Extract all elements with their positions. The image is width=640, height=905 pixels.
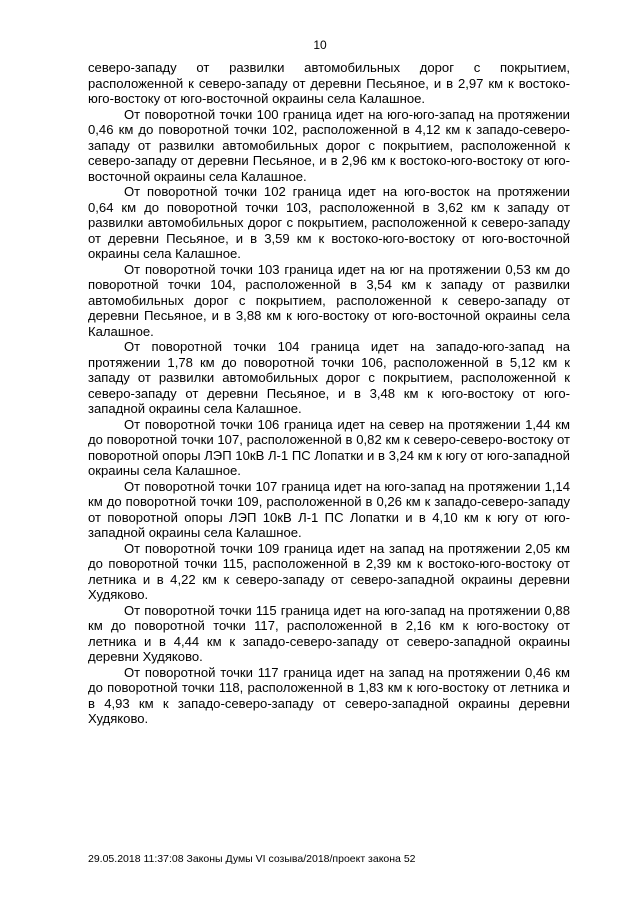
paragraph-point-106: От поворотной точки 106 граница идет на север на протяжении 1,44 км до поворотной точки 107, расположенной в 0,82 км к северо-северо-востоку от поворотной опоры ЛЭП 10кВ Л-1 ПС Лопатки и в 3,24 км к югу от юго-западной окраины села Калашное.: [88, 416, 570, 478]
paragraph-continuation: северо-западу от развилки автомобильных дорог с покрытием, расположенной к северо-западу от деревни Песьяное, и в 2,97 км к востоко-юго-востоку от юго-восточной окраины села Калашное.: [88, 60, 570, 106]
paragraph-point-107: От поворотной точки 107 граница идет на юго-запад на протяжении 1,14 км до поворотной точки 109, расположенной в 0,26 км к западо-северо-западу от поворотной опоры ЛЭП 10кВ Л-1 ПС Лопатки и в 4,10 км к югу от юго-западной окраины села Калашное.: [88, 478, 570, 540]
paragraph-point-104: От поворотной точки 104 граница идет на западо-юго-запад на протяжении 1,78 км до поворотной точки 106, расположенной в 5,12 км к западу от развилки автомобильных дорог с покрытием, расположенной к северо-западу от деревни Песьяное, и в 3,48 км к юго-востоку от юго-западной окраины села Калашное.: [88, 339, 570, 416]
document-body: [88, 60, 570, 727]
page-number: 10: [313, 38, 327, 52]
paragraph-point-100: От поворотной точки 100 граница идет на юго-юго-запад на протяжении 0,46 км до поворотной точки 102, расположенной в 4,12 км к западо-северо-западу от развилки автомобильных дорог с покрытием, расположенной к северо-западу от деревни Песьяное, и в 2,96 км к востоко-юго-востоку от юго-восточной окраины села Калашное.: [88, 106, 570, 184]
paragraph-point-102: От поворотной точки 102 граница идет на юго-восток на протяжении 0,64 км до поворотной точки 103, расположенной в 3,62 км к западу от развилки автомобильных дорог с покрытием, расположенной к северо-западу от деревни Песьяное, и в 3,59 км к востоко-юго-востоку от юго-восточной окраины села Калашное.: [88, 184, 570, 261]
paragraph-point-109: От поворотной точки 109 граница идет на запад на протяжении 2,05 км до поворотной точки 115, расположенной в 2,39 км к востоко-юго-востоку от летника и в 4,22 км к северо-западу от северо-западной окраины деревни Худяково.: [88, 540, 570, 602]
paragraph-point-103: От поворотной точки 103 граница идет на юг на протяжении 0,53 км до поворотной точки 104, расположенной в 3,54 км к западу от развилки автомобильных дорог с покрытием, расположенной к северо-западу от деревни Песьяное, и в 3,88 км к юго-востоку от юго-восточной окраины села Калашное.: [88, 261, 570, 339]
document-footer: 29.05.2018 11:37:08 Законы Думы VI созыва/2018/проект закона 52: [88, 853, 416, 865]
paragraph-point-117: От поворотной точки 117 граница идет на запад на протяжении 0,46 км до поворотной точки 118, расположенной в 1,83 км к юго-востоку от летника и в 4,93 км к западо-северо-западу от северо-западной окраины деревни Худяково.: [88, 664, 570, 726]
paragraph-point-115: От поворотной точки 115 граница идет на юго-запад на протяжении 0,88 км до поворотной точки 117, расположенной в 2,16 км к юго-востоку от летника и в 4,44 км к западо-северо-западу от северо-западной окраины деревни Худяково.: [88, 602, 570, 664]
